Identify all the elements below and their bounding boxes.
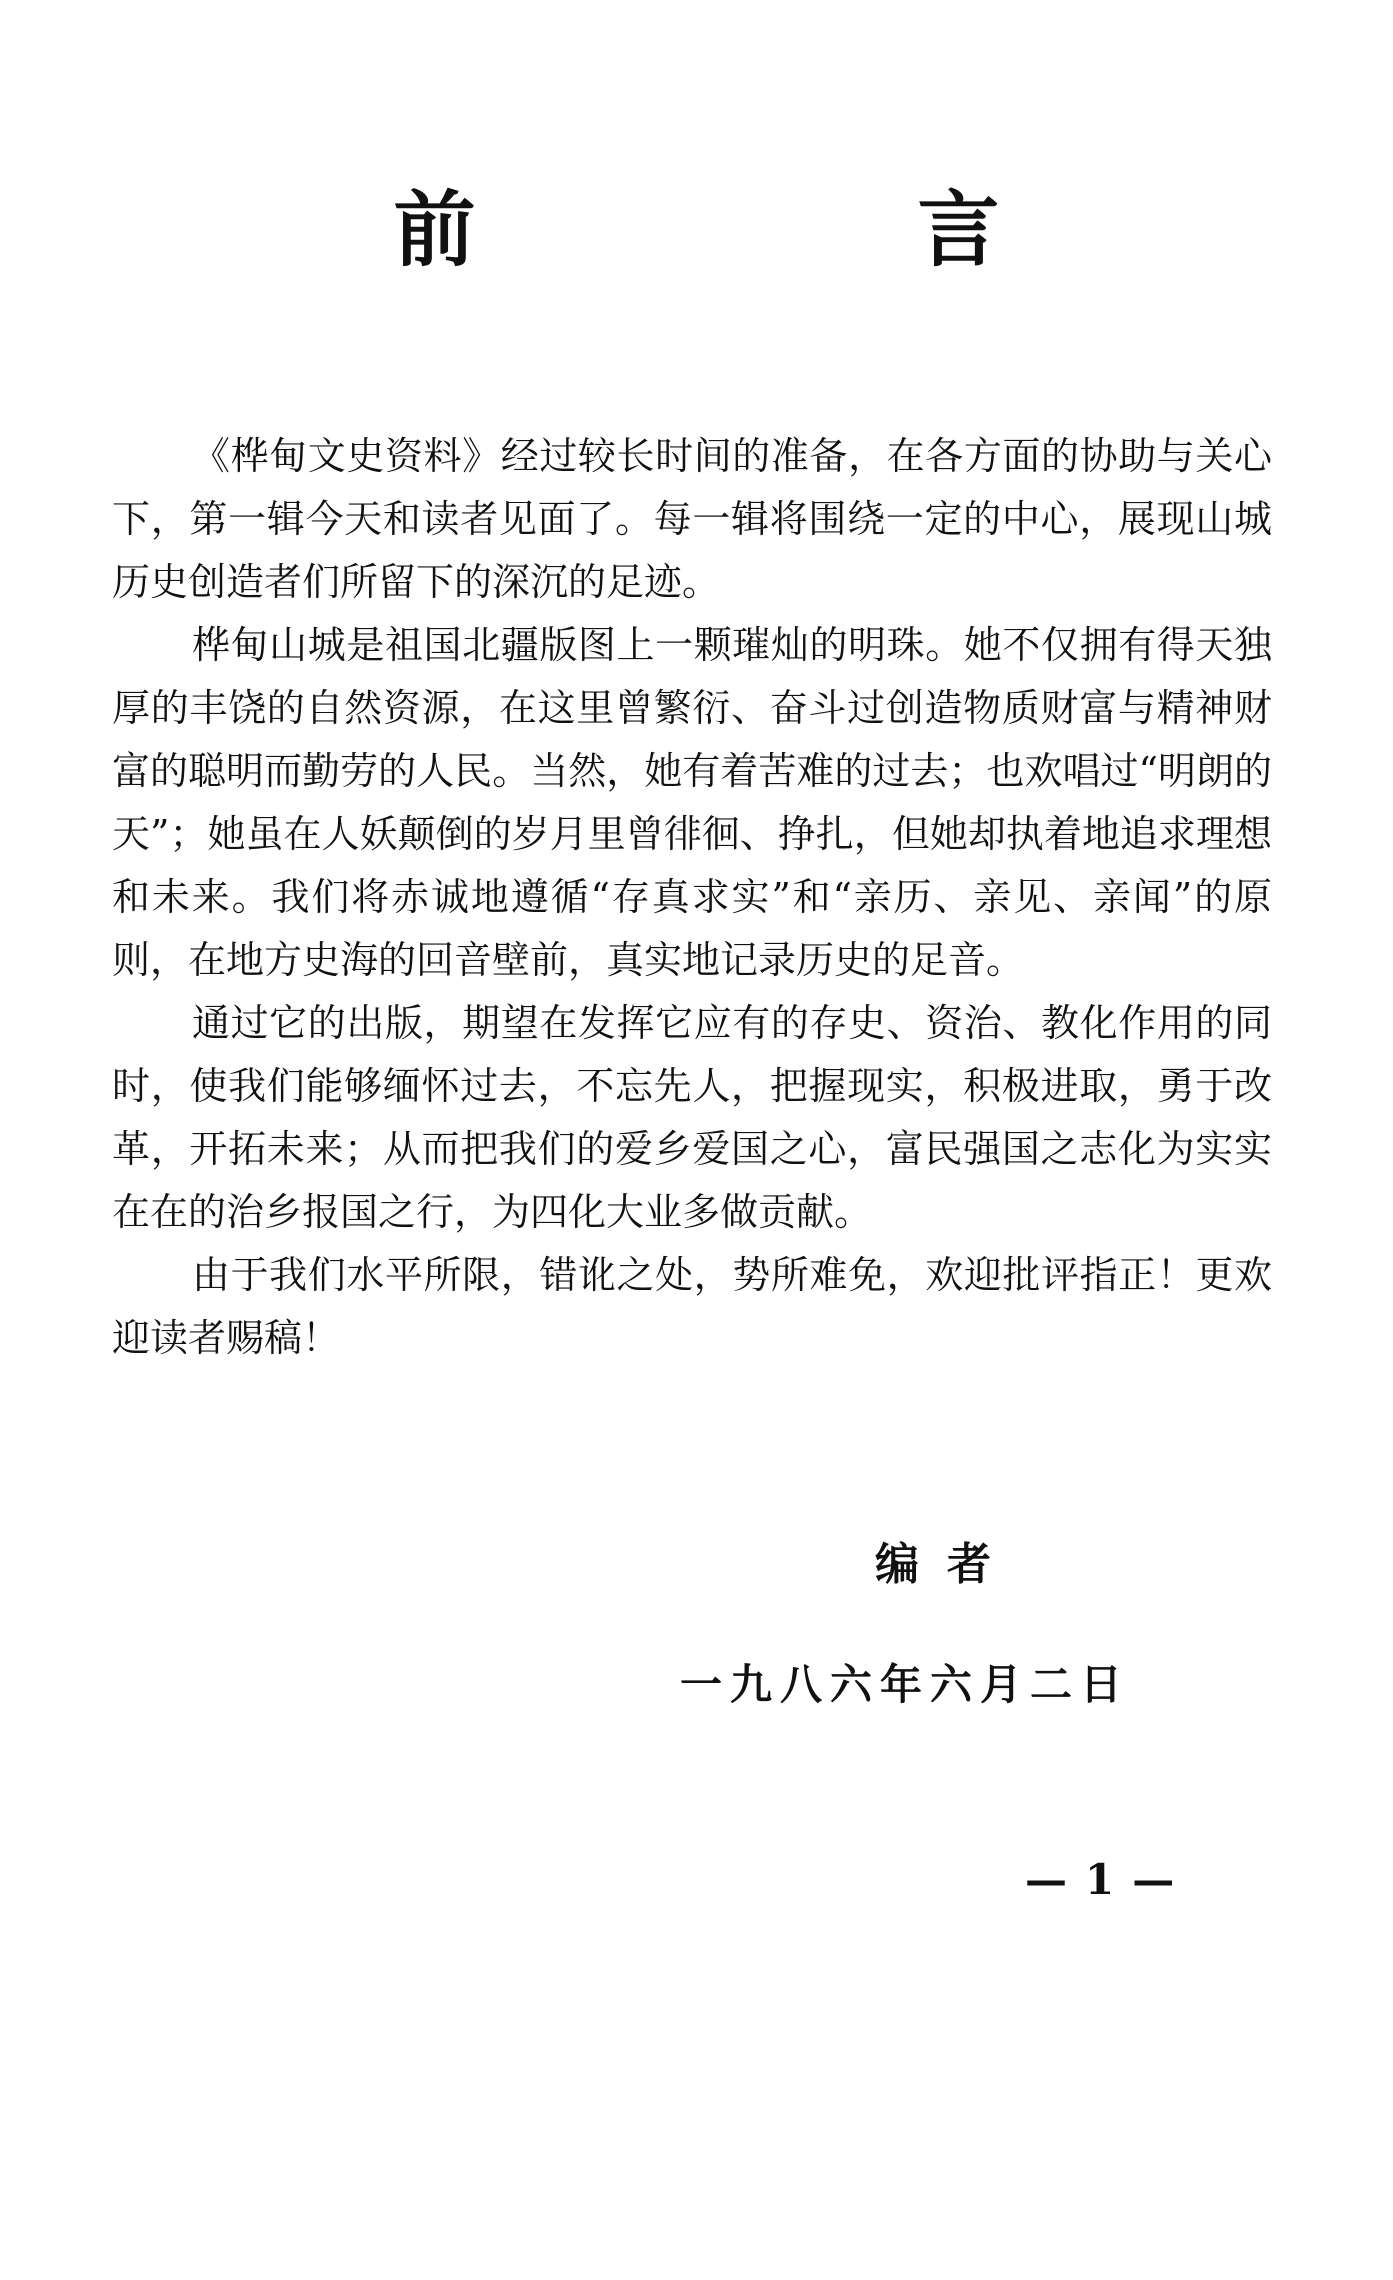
preface-body xyxy=(112,425,1272,1370)
paragraph: 由于我们水平所限，错讹之处，势所难免，欢迎批评指正！更欢迎读者赐稿！ xyxy=(112,1253,1272,1360)
paragraph: 通过它的出版，期望在发挥它应有的存史、资治、教化作用的同时，使我们能够缅怀过去，不忘先人，把握现实，积极进取，勇于改革，开拓未来；从而把我们的爱乡爱国之心，富民强国之志化为实实在在的治乡报国之行，为四化大业多做贡献。 xyxy=(112,1001,1272,1234)
date-line: 一九八六年六月二日 xyxy=(680,1660,1131,1709)
page-title: 前 言 xyxy=(393,182,1180,278)
paragraph: 桦甸山城是祖国北疆版图上一颗璀灿的明珠。她不仅拥有得天独厚的丰饶的自然资源，在这里曾繁衍、奋斗过创造物质财富与精神财富的聪明而勤劳的人民。当然，她有着苦难的过去；也欢唱过“明朗的天”；她虽在人妖颠倒的岁月里曾徘徊、挣扎，但她却执着地追求理想和未来。我们将赤诚地遵循“存真求实”和“亲历、亲见、亲闻”的原则，在地方史海的回音壁前，真实地记录历史的足音。 xyxy=(112,623,1272,982)
paragraph: 《桦甸文史资料》经过较长时间的准备，在各方面的协助与关心下，第一辑今天和读者见面了。每一辑将围绕一定的中心，展现山城历史创造者们所留下的深沉的足迹。 xyxy=(112,434,1272,604)
page-number: —1— xyxy=(1025,1855,1193,1904)
author-signature: 编者 xyxy=(875,1539,1019,1590)
